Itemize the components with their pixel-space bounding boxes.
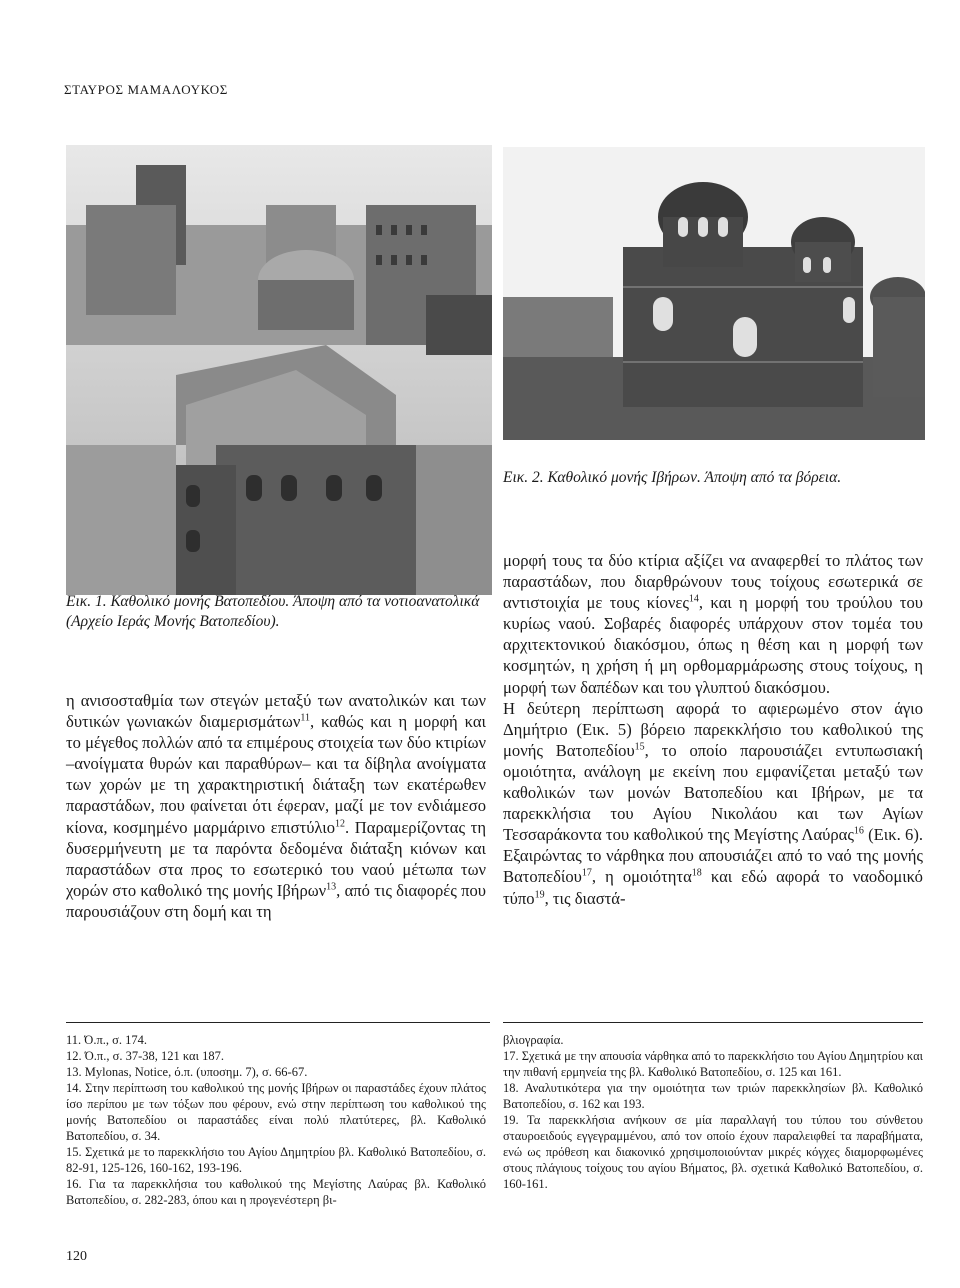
body-right-column — [503, 550, 923, 909]
footnote-18: 18. Αναλυτικότερα για την ομοιότητα των τριών παρεκκλησίων βλ. Καθολικό Βατοπεδίου, σ. 162 και 193. — [503, 1081, 923, 1111]
page-number: 120 — [66, 1249, 87, 1264]
footnotes-right — [503, 1032, 923, 1192]
footnote-19: 19. Τα παρεκκλήσια ανήκουν σε μία παραλλαγή του τύπου του σύνθετου σταυροειδούς εγγεγραμμένου, από τον οποίο έχουν παραλειφθεί τα παραβήματα, ενώ ως πρόθεση και διακονικό χρησιμοποιούνταν μικρές κόγχες διαμορφωμένες στους πλάγιους τοίχους του αγίου Βήματος, βλ. σχετικά Καθολικό Βατοπεδίου, σ. 160-161. — [503, 1113, 923, 1191]
body-left-paragraph: η ανισοσταθμία των στεγών μεταξύ των ανατολικών και των δυτικών γωνιακών διαμερισμάτων$^{11}$, καθώς και η μορφή και το μέγεθος πολλών από τα επιμέρους στοιχεία των δύο κτιρίων –ανοίγματα θυρών και παραθύρων– και τα δίβηλα ανοίγματα των χορών με τη χαρακτηριστική διάταξη των εκατέρωθεν παραστάδων, που φαίνεται ότι έφεραν, μαζί με τον ενδιάμεσο κίονα, κοσμημένο μαρμάρινο επιστύλιο$^{12}$. Παραμερίζοντας τη δυσερμήνευτη με τα παρόντα δεδομένα διάταξη κιόνων και παραστάδων στα προς το εσωτερικό του ναού μέτωπα των χορών στο καθολικό της μονής Ιβήρων$^{13}$, από τις διαφορές που παρουσιάζουν στη δομή και τη — [66, 691, 486, 921]
figure-2-caption: Εικ. 2. Καθολικό μονής Ιβήρων. Άποψη από τα βόρεια. — [503, 469, 842, 486]
footnote-16-continued: βλιογραφία. — [503, 1033, 564, 1047]
figure-1-caption: Εικ. 1. Καθολικό μονής Βατοπεδίου. Άποψη από τα νοτιοανατολικά (Αρχείο Ιεράς Μονής Βατοπεδίου). — [66, 593, 480, 630]
figure-1-photo — [66, 145, 492, 595]
footnote-11: 11. Ό.π., σ. 174. — [66, 1033, 147, 1047]
footnote-12: 12. Ό.π., σ. 37-38, 121 και 187. — [66, 1049, 224, 1063]
figure-2-photo — [503, 147, 925, 440]
vatopedi-monastery-image — [66, 145, 492, 595]
footnotes-left — [66, 1032, 486, 1208]
footnote-rule-right — [503, 1022, 923, 1023]
footnote-15: 15. Σχετικά με το παρεκκλήσιο του Αγίου Δημητρίου βλ. Καθολικό Βατοπεδίου, σ. 82-91, 125-126, 160-162, 193-196. — [66, 1145, 486, 1175]
body-right-paragraph-2: Η δεύτερη περίπτωση αφορά το αφιερωμένο στον άγιο Δημήτριο (Εικ. 5) βόρειο παρεκκλήσιο του καθολικού της μονής Βατοπεδίου$^{15}$, το οποίο παρουσιάζει εντυπωσιακή ομοιότητα, ανάλογη με εκείνη που εμφανίζεται μεταξύ των καθολικών των μονών Βατοπεδίου και Ιβήρων, με τα παρεκκλήσια του Αγίου Νικολάου και των Αγίων Τεσσαράκοντα του καθολικού της Μεγίστης Λαύρας$^{16}$ (Εικ. 6). Εξαιρώντας το νάρθηκα που απουσιάζει από το ναό της μονής Βατοπεδίου$^{17}$, η ομοιότητα$^{18}$ και εδώ αφορά το ναοδομικό τύπο$^{19}$, τις διαστά- — [503, 698, 923, 908]
footnote-16: 16. Για τα παρεκκλήσια του καθολικού της Μεγίστης Λαύρας βλ. Καθολικό Βατοπεδίου, σ. 282-283, όπου και η προγενέστερη βι- — [66, 1177, 486, 1207]
body-right-paragraph-1: μορφή τους τα δύο κτίρια αξίζει να αναφερθεί το πλάτος των παραστάδων, που διαρθρώνουν τους τοίχους εσωτερικά σε αντιστοιχία με τους κίονες$^{14}$, και η μορφή του τρούλου του κυρίως ναού. Σοβαρές διαφορές υπάρχουν στον τομέα του αρχιτεκτονικού διακόσμου, όπως η θέση και η μορφή των κοσμητών, η χρήση ή μη ορθομαρμάρωσης στους τοίχους, η μορφή των δαπέδων και του γλυπτού διακόσμου. — [503, 551, 923, 697]
footnote-rule-left — [66, 1022, 490, 1023]
body-left-column — [66, 690, 486, 922]
footnote-13: 13. Mylonas, Notice, ό.π. (υποσημ. 7), σ. 66-67. — [66, 1065, 308, 1079]
footnote-14: 14. Στην περίπτωση του καθολικού της μονής Ιβήρων οι παραστάδες έχουν πλάτος ίσο περίπου με των τόξων που φέρουν, ενώ στην περίπτωση του καθολικού της μονής Βατοπεδίου οι παραστάδες είναι πολύ πλατύτερες, βλ. Καθολικό Βατοπεδίου, σ. 34. — [66, 1081, 486, 1143]
running-title: ΣΤΑΥΡΟΣ ΜΑΜΑΛΟΥΚΟΣ — [64, 82, 228, 97]
iviron-katholikon-image — [503, 147, 925, 440]
footnote-17: 17. Σχετικά με την απουσία νάρθηκα από το παρεκκλήσιο του Αγίου Δημητρίου και την πιθανή ερμηνεία της βλ. Καθολικό Βατοπεδίου, σ. 125 και 161. — [503, 1049, 923, 1079]
